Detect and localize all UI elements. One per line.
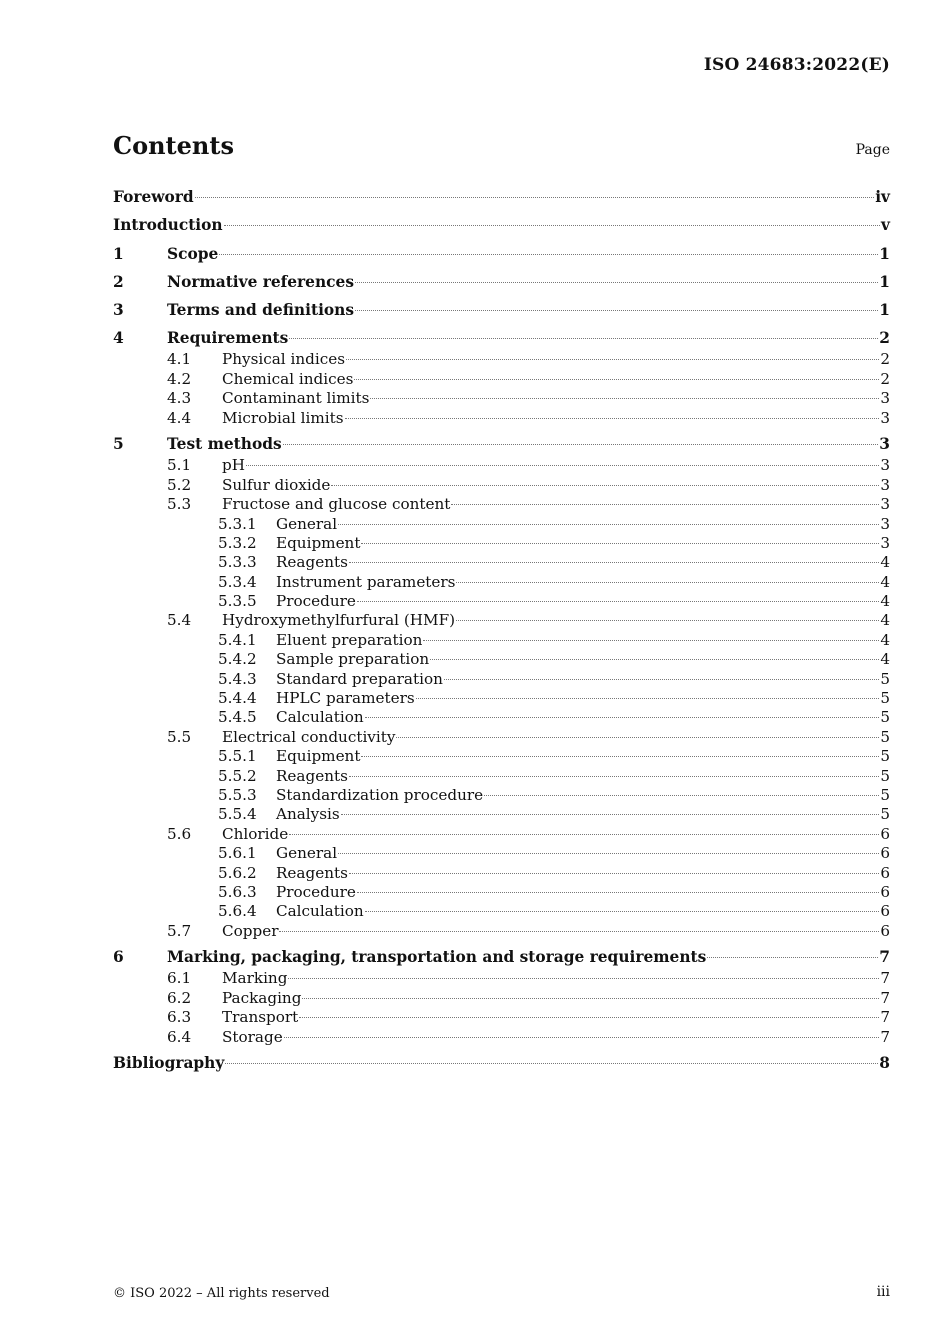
toc-dot-leader — [302, 998, 879, 999]
toc-entry-title: Electrical conductivity — [222, 727, 396, 746]
toc-entry-number: 5.5.2 — [218, 766, 257, 785]
toc-entry-title: Reagents — [276, 553, 348, 572]
toc-entry-title: Equipment — [276, 533, 361, 552]
page-title: Contents — [113, 131, 234, 160]
toc-entry-number: 5.7 — [167, 921, 192, 940]
toc-entry-page: 6 — [880, 921, 890, 940]
toc-entry[interactable] — [113, 495, 890, 514]
toc-entry-page: 4 — [880, 630, 890, 649]
toc-entry[interactable] — [113, 515, 890, 534]
toc-entry-number: 6.3 — [167, 1008, 192, 1027]
toc-dot-leader — [338, 853, 879, 854]
toc-entry-title: HPLC parameters — [276, 689, 415, 708]
toc-entry-title: Physical indices — [222, 350, 345, 369]
toc-dot-leader — [456, 620, 879, 621]
toc-entry-title: General — [276, 514, 338, 533]
toc-entry-title: Standardization procedure — [276, 785, 484, 804]
toc-dot-leader — [444, 679, 879, 680]
toc-entry-page: 5 — [880, 727, 890, 746]
toc-entry[interactable] — [113, 767, 890, 786]
toc-dot-leader — [396, 737, 879, 738]
toc-entry-page: 4 — [880, 553, 890, 572]
toc-dot-leader — [423, 640, 879, 641]
toc-entry[interactable] — [113, 945, 890, 969]
toc-entry-title: Fructose and glucose content — [222, 495, 451, 514]
copyright-notice: © ISO 2022 – All rights reserved — [113, 1286, 330, 1301]
toc-dot-leader — [246, 465, 879, 466]
toc-entry[interactable] — [113, 611, 890, 630]
toc-entry[interactable] — [113, 185, 890, 209]
toc-entry-number: 5.3.1 — [218, 514, 257, 533]
toc-dot-leader — [224, 225, 880, 226]
toc-entry[interactable] — [113, 844, 890, 863]
toc-entry-number: 5.5.4 — [218, 805, 257, 824]
toc-entry-page: 3 — [880, 533, 890, 552]
toc-entry-page: 7 — [880, 969, 890, 988]
toc-dot-leader — [331, 485, 879, 486]
toc-entry-title: Reagents — [276, 863, 348, 882]
toc-dot-leader — [289, 834, 879, 835]
toc-entry[interactable] — [113, 825, 890, 844]
toc-entry-page: v — [881, 216, 890, 235]
toc-entry[interactable] — [113, 747, 890, 766]
toc-entry-number: 5.3.5 — [218, 592, 257, 611]
toc-entry-number: 1 — [113, 244, 124, 263]
toc-entry-title: Eluent preparation — [276, 630, 423, 649]
toc-entry-number: 5.5.1 — [218, 747, 257, 766]
toc-dot-leader — [299, 1017, 879, 1018]
toc-dot-leader — [456, 582, 879, 583]
toc-entry-title: Reagents — [276, 766, 348, 785]
toc-entry[interactable] — [113, 213, 890, 237]
toc-dot-leader — [349, 562, 879, 563]
toc-entry-page: 5 — [880, 669, 890, 688]
toc-dot-leader — [451, 504, 879, 505]
toc-entry[interactable] — [113, 534, 890, 553]
toc-entry-title: Calculation — [276, 902, 364, 921]
toc-entry[interactable] — [113, 689, 890, 708]
toc-entry-title: Storage — [222, 1027, 283, 1046]
toc-entry-number: 5.6 — [167, 824, 192, 843]
toc-entry-page: 2 — [880, 369, 890, 388]
toc-entry-title: Introduction — [113, 216, 223, 235]
toc-entry-page: 3 — [879, 435, 890, 454]
toc-entry-page: 3 — [880, 456, 890, 475]
toc-dot-leader — [365, 911, 880, 912]
toc-entry-number: 5.1 — [167, 456, 192, 475]
toc-dot-leader — [355, 282, 878, 283]
toc-dot-leader — [361, 543, 879, 544]
toc-dot-leader — [430, 659, 879, 660]
toc-entry[interactable] — [113, 631, 890, 650]
page-column-label: Page — [855, 142, 890, 158]
toc-entry-number: 5.3.4 — [218, 572, 257, 591]
document-id: ISO 24683:2022(E) — [703, 55, 890, 75]
toc-entry-title: Test methods — [167, 435, 282, 454]
toc-entry-title: Marking — [222, 969, 288, 988]
toc-entry[interactable] — [113, 1051, 890, 1075]
toc-entry-number: 4.1 — [167, 350, 192, 369]
toc-dot-leader — [484, 795, 879, 796]
toc-entry-title: Equipment — [276, 747, 361, 766]
toc-dot-leader — [225, 1063, 878, 1064]
toc-entry-number: 4.2 — [167, 369, 192, 388]
toc-entry-number: 5 — [113, 435, 124, 454]
toc-entry-title: Requirements — [167, 329, 289, 348]
toc-entry-number: 4 — [113, 329, 124, 348]
toc-entry[interactable] — [113, 592, 890, 611]
toc-entry-title: pH — [222, 456, 245, 475]
toc-dot-leader — [361, 756, 879, 757]
toc-entry[interactable] — [113, 298, 890, 322]
toc-entry-title: Foreword — [113, 188, 194, 206]
toc-entry-page: 3 — [880, 495, 890, 514]
toc-entry-page: 6 — [880, 844, 890, 863]
toc-entry-title: Terms and definitions — [167, 301, 355, 320]
page-number: iii — [876, 1284, 890, 1300]
toc-entry-page: 7 — [880, 1008, 890, 1027]
toc-entry-title: Chloride — [222, 824, 289, 843]
toc-entry-title: Marking, packaging, transportation and storage requirements — [167, 948, 707, 967]
toc-entry-page: 7 — [880, 988, 890, 1007]
toc-entry[interactable] — [113, 242, 890, 266]
toc-entry-number: 5.3.2 — [218, 533, 257, 552]
toc-entry-number: 5.5.3 — [218, 785, 257, 804]
toc-entry-title: Sample preparation — [276, 650, 430, 669]
toc-entry-page: 4 — [880, 592, 890, 611]
toc-dot-leader — [289, 338, 878, 339]
toc-entry-number: 6 — [113, 948, 124, 967]
toc-entry-number: 4.4 — [167, 408, 192, 427]
toc-entry[interactable] — [113, 805, 890, 824]
toc-entry[interactable] — [113, 1028, 890, 1047]
toc-entry[interactable] — [113, 370, 890, 389]
toc-entry[interactable] — [113, 432, 890, 456]
toc-entry-number: 3 — [113, 301, 124, 320]
toc-entry[interactable] — [113, 1008, 890, 1027]
toc-dot-leader — [283, 444, 879, 445]
toc-entry[interactable] — [113, 864, 890, 883]
toc-entry[interactable] — [113, 476, 890, 495]
toc-entry-number: 5.4.1 — [218, 630, 257, 649]
toc-entry-title: Chemical indices — [222, 369, 354, 388]
toc-dot-leader — [288, 978, 879, 979]
toc-entry-page: 2 — [880, 350, 890, 369]
toc-entry-page: 3 — [880, 514, 890, 533]
toc-entry-page: 1 — [879, 272, 890, 291]
toc-entry-title: Copper — [222, 921, 279, 940]
toc-dot-leader — [341, 814, 880, 815]
toc-entry[interactable] — [113, 786, 890, 805]
toc-dot-leader — [346, 359, 879, 360]
toc-entry-title: Bibliography — [113, 1054, 225, 1073]
toc-entry-title: Microbial limits — [222, 408, 344, 427]
toc-entry-title: Normative references — [167, 272, 354, 291]
toc-dot-leader — [349, 873, 879, 874]
toc-dot-leader — [345, 418, 880, 419]
toc-entry-title: Calculation — [276, 708, 364, 727]
toc-entry-title: Analysis — [276, 805, 340, 824]
toc-entry-number: 5.4.3 — [218, 669, 257, 688]
toc-entry-title: Packaging — [222, 988, 302, 1007]
toc-entry-number: 5.4 — [167, 611, 192, 630]
toc-entry-number: 5.6.1 — [218, 844, 257, 863]
toc-entry-title: Sulfur dioxide — [222, 475, 331, 494]
toc-entry[interactable] — [113, 670, 890, 689]
toc-entry-title: Hydroxymethylfurfural (HMF) — [222, 611, 456, 630]
toc-entry-page: 3 — [880, 408, 890, 427]
toc-entry-page: 5 — [880, 689, 890, 708]
toc-dot-leader — [357, 601, 879, 602]
toc-dot-leader — [365, 717, 880, 718]
table-of-contents — [113, 185, 890, 1075]
toc-entry-title: General — [276, 844, 338, 863]
toc-dot-leader — [284, 1037, 880, 1038]
toc-entry-page: 2 — [879, 329, 890, 348]
toc-entry-page: 3 — [880, 389, 890, 408]
toc-entry[interactable] — [113, 389, 890, 408]
toc-entry[interactable] — [113, 409, 890, 428]
toc-entry-number: 5.2 — [167, 475, 192, 494]
toc-entry-page: 4 — [880, 650, 890, 669]
toc-entry-number: 5.5 — [167, 727, 192, 746]
toc-entry-number: 6.1 — [167, 969, 192, 988]
toc-entry-number: 5.6.4 — [218, 902, 257, 921]
toc-dot-leader — [416, 698, 880, 699]
toc-entry[interactable] — [113, 902, 890, 921]
toc-entry-page: 6 — [880, 863, 890, 882]
toc-entry-title: Standard preparation — [276, 669, 443, 688]
toc-entry-page: 8 — [879, 1054, 890, 1073]
toc-entry-page: 5 — [880, 785, 890, 804]
toc-dot-leader — [338, 524, 879, 525]
toc-dot-leader — [707, 957, 878, 958]
toc-entry-page: 6 — [880, 902, 890, 921]
toc-entry-page: 4 — [880, 611, 890, 630]
toc-entry-number: 5.3.3 — [218, 553, 257, 572]
toc-entry-page: 1 — [879, 301, 890, 320]
toc-entry[interactable] — [113, 883, 890, 902]
toc-dot-leader — [349, 776, 879, 777]
toc-entry-page: 7 — [880, 1027, 890, 1046]
toc-entry[interactable] — [113, 708, 890, 727]
toc-entry-page: 5 — [880, 805, 890, 824]
toc-entry-title: Scope — [167, 244, 219, 263]
toc-entry[interactable] — [113, 350, 890, 369]
toc-entry-page: 4 — [880, 572, 890, 591]
toc-entry-number: 5.6.2 — [218, 863, 257, 882]
toc-entry-number: 5.4.4 — [218, 689, 257, 708]
toc-entry[interactable] — [113, 969, 890, 988]
toc-dot-leader — [195, 197, 875, 198]
toc-entry-page: 5 — [880, 766, 890, 785]
toc-entry-title: Instrument parameters — [276, 572, 456, 591]
toc-dot-leader — [279, 931, 879, 932]
toc-entry[interactable] — [113, 326, 890, 350]
toc-entry-title: Procedure — [276, 592, 356, 611]
toc-entry[interactable] — [113, 573, 890, 592]
toc-entry-number: 6.2 — [167, 988, 192, 1007]
toc-entry-page: 5 — [880, 708, 890, 727]
toc-entry[interactable] — [113, 456, 890, 475]
toc-entry-number: 6.4 — [167, 1027, 192, 1046]
toc-dot-leader — [357, 892, 879, 893]
toc-entry-title: Procedure — [276, 882, 356, 901]
toc-dot-leader — [219, 254, 878, 255]
toc-entry-page: 1 — [879, 244, 890, 263]
toc-entry-page: 6 — [880, 882, 890, 901]
toc-entry-number: 5.4.5 — [218, 708, 257, 727]
toc-entry-page: iv — [875, 188, 890, 206]
toc-entry-number: 5.3 — [167, 495, 192, 514]
toc-entry-page: 5 — [880, 747, 890, 766]
toc-entry-title: Transport — [222, 1008, 299, 1027]
toc-entry-number: 4.3 — [167, 389, 192, 408]
toc-entry-number: 2 — [113, 272, 124, 291]
toc-entry-number: 5.6.3 — [218, 882, 257, 901]
toc-entry-page: 7 — [879, 948, 890, 967]
toc-dot-leader — [354, 379, 879, 380]
toc-entry[interactable] — [113, 728, 890, 747]
toc-dot-leader — [370, 398, 879, 399]
toc-entry-title: Contaminant limits — [222, 389, 370, 408]
toc-entry[interactable] — [113, 270, 890, 294]
toc-entry[interactable] — [113, 922, 890, 941]
toc-dot-leader — [355, 310, 878, 311]
toc-entry[interactable] — [113, 553, 890, 572]
toc-entry[interactable] — [113, 650, 890, 669]
toc-entry-number: 5.4.2 — [218, 650, 257, 669]
toc-entry[interactable] — [113, 989, 890, 1008]
toc-entry-page: 3 — [880, 475, 890, 494]
toc-entry-page: 6 — [880, 824, 890, 843]
